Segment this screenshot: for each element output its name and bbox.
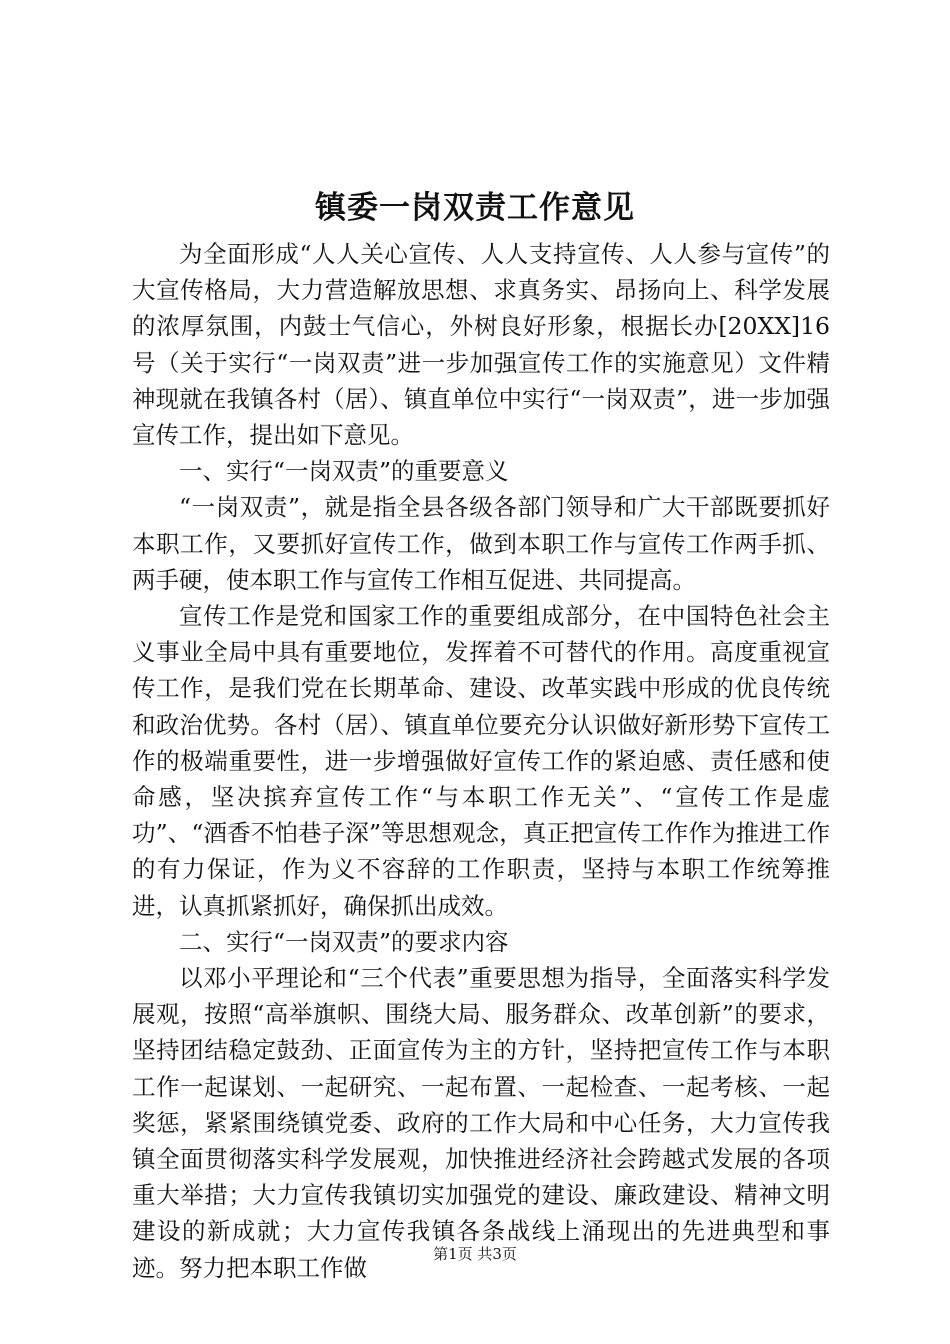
section-heading-1: 一、实行“一岗双责”的重要意义 (179, 457, 509, 486)
paragraph-definition: “一岗双责”，就是指全县各级各部门领导和广大干部既要抓好本职工作，又要抓好宣传工作，做到本职工作与宣传工作两手抓、两手硬，使本职工作与宣传工作相互促进、共同提高。 (132, 493, 830, 594)
document-title: 镇委一岗双责工作意见 (315, 190, 635, 226)
paragraph-intro: 为全面形成“人人关心宣传、人人支持宣传、人人参与宣传”的大宣传格局，大力营造解放思想、求真务实、昂扬向上、科学发展的浓厚氛围，内鼓士气信心，外树良好形象，根据长办[20XX]16号（关于实行“一岗双责”进一步加强宣传工作的实施意见）文件精神现就在我镇各村（居）、镇直单位中实行“一岗双责”，进一步加强宣传工作，提出如下意见。 (132, 240, 830, 450)
paragraph-requirements: 以邓小平理论和“三个代表”重要思想为指导，全面落实科学发展观，按照“高举旗帜、围绕大局、服务群众、改革创新”的要求，坚持团结稳定鼓劲、正面宣传为主的方针，坚持把宣传工作与本职工作一起谋划、一起研究、一起布置、一起检查、一起考核、一起奖惩，紧紧围绕镇党委、政府的工作大局和中心任务，大力宣传我镇全面贯彻落实科学发展观，加快推进经济社会跨越式发展的各项重大举措；大力宣传我镇切实加强党的建设、廉政建设、精神文明建设的新成就；大力宣传我镇各条战线上涌现出的先进典型和事迹。努力把本职工作做 (132, 964, 830, 1282)
document-body (132, 236, 830, 1286)
paragraph-importance: 宣传工作是党和国家工作的重要组成部分，在中国特色社会主义事业全局中具有重要地位，发挥着不可替代的作用。高度重视宣传工作，是我们党在长期革命、建设、改革实践中形成的优良传统和政治优势。各村（居）、镇直单位要充分认识做好新形势下宣传工作的极端重要性，进一步增强做好宣传工作的紧迫感、责任感和使命感，坚决摈弃宣传工作“与本职工作无关”、“宣传工作是虚功”、“酒香不怕巷子深”等思想观念，真正把宣传工作作为推进工作的有力保证，作为义不容辞的工作职责，坚持与本职工作统筹推进，认真抓紧抓好，确保抓出成效。 (132, 602, 830, 920)
section-heading-2: 二、实行“一岗双责”的要求内容 (179, 927, 509, 956)
page-footer: 第1页 共3页 (433, 1245, 517, 1263)
